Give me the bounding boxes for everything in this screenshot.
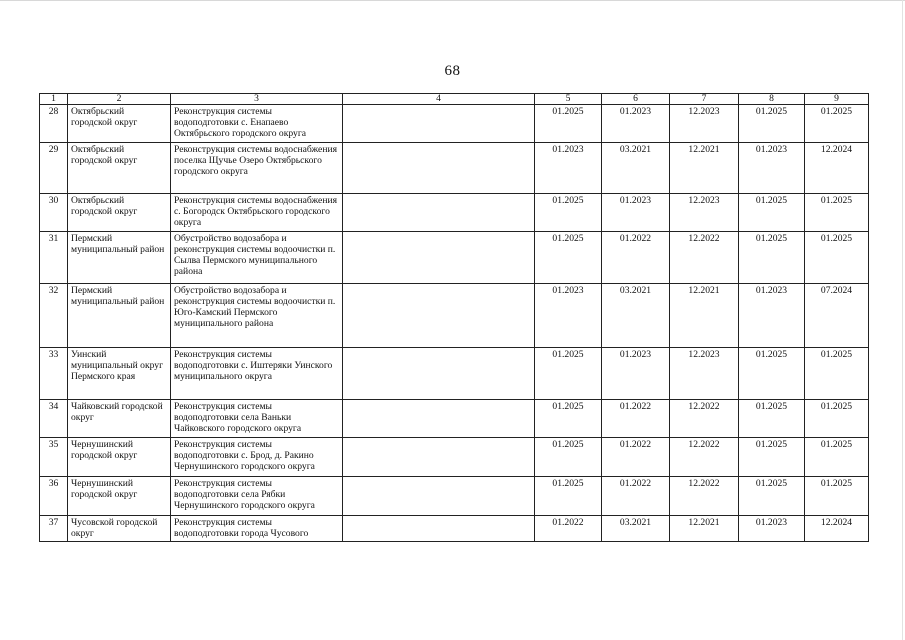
column-9-date-cell: 01.2025 <box>805 194 869 232</box>
column-9-date-cell: 01.2025 <box>805 400 869 438</box>
project-name-cell: Реконструкция системы водоподготовки города Чусового <box>171 516 343 542</box>
scan-top-edge <box>0 0 905 1</box>
column-6-date-cell: 01.2022 <box>602 438 670 477</box>
column-4-cell <box>343 194 535 232</box>
project-name-cell: Обустройство водозабора и реконструкция системы водоочистки п. Сылва Пермского муниципального района <box>171 232 343 284</box>
row-number-cell: 36 <box>40 477 68 516</box>
municipality-cell: Октябрьский городской округ <box>68 105 171 143</box>
header-row <box>40 94 869 105</box>
table-row <box>40 284 869 348</box>
column-9-date-cell: 12.2024 <box>805 143 869 194</box>
row-number-cell: 37 <box>40 516 68 542</box>
municipality-cell: Пермский муниципальный район <box>68 284 171 348</box>
project-name-cell: Обустройство водозабора и реконструкция системы водоочистки п. Юго-Камский Пермского муниципального района <box>171 284 343 348</box>
municipality-cell: Чернушинский городской округ <box>68 477 171 516</box>
column-8-date-cell: 01.2023 <box>739 143 805 194</box>
project-name-cell: Реконструкция системы водоподготовки с. Енапаево Октябрьского городского округа <box>171 105 343 143</box>
row-number-cell: 31 <box>40 232 68 284</box>
municipality-cell: Чайковский городской округ <box>68 400 171 438</box>
column-6-date-cell: 01.2022 <box>602 400 670 438</box>
column-7-date-cell: 12.2021 <box>670 284 739 348</box>
column-5-date-cell: 01.2022 <box>535 516 602 542</box>
column-header-7: 7 <box>670 94 739 105</box>
project-name-cell: Реконструкция системы водоподготовки села Ваньки Чайковского городского округа <box>171 400 343 438</box>
row-number-cell: 30 <box>40 194 68 232</box>
column-9-date-cell: 01.2025 <box>805 438 869 477</box>
column-8-date-cell: 01.2025 <box>739 400 805 438</box>
table-row <box>40 477 869 516</box>
table-row <box>40 232 869 284</box>
column-6-date-cell: 03.2021 <box>602 284 670 348</box>
column-9-date-cell: 01.2025 <box>805 477 869 516</box>
column-9-date-cell: 07.2024 <box>805 284 869 348</box>
row-number-cell: 28 <box>40 105 68 143</box>
column-4-cell <box>343 400 535 438</box>
column-5-date-cell: 01.2023 <box>535 143 602 194</box>
column-7-date-cell: 12.2022 <box>670 400 739 438</box>
column-5-date-cell: 01.2025 <box>535 232 602 284</box>
table-row <box>40 194 869 232</box>
project-name-cell: Реконструкция системы водоподготовки с. Иштеряки Уинского муниципального округа <box>171 348 343 400</box>
table-row <box>40 105 869 143</box>
column-4-cell <box>343 284 535 348</box>
table-row <box>40 438 869 477</box>
column-header-6: 6 <box>602 94 670 105</box>
project-name-cell: Реконструкция системы водоснабжения с. Богородск Октябрьского городского округа <box>171 194 343 232</box>
column-9-date-cell: 01.2025 <box>805 232 869 284</box>
column-7-date-cell: 12.2022 <box>670 232 739 284</box>
column-5-date-cell: 01.2025 <box>535 105 602 143</box>
column-8-date-cell: 01.2025 <box>739 348 805 400</box>
column-6-date-cell: 03.2021 <box>602 143 670 194</box>
column-header-5: 5 <box>535 94 602 105</box>
column-header-1: 1 <box>40 94 68 105</box>
column-header-8: 8 <box>739 94 805 105</box>
column-4-cell <box>343 143 535 194</box>
column-7-date-cell: 12.2021 <box>670 516 739 542</box>
municipality-cell: Октябрьский городской округ <box>68 143 171 194</box>
column-header-9: 9 <box>805 94 869 105</box>
column-7-date-cell: 12.2023 <box>670 105 739 143</box>
row-number-cell: 33 <box>40 348 68 400</box>
project-table <box>39 93 869 542</box>
project-name-cell: Реконструкция системы водоподготовки с. Брод, д. Ракино Чернушинского городского округа <box>171 438 343 477</box>
column-8-date-cell: 01.2025 <box>739 105 805 143</box>
column-6-date-cell: 01.2022 <box>602 477 670 516</box>
page-number: 68 <box>444 63 461 79</box>
column-8-date-cell: 01.2025 <box>739 232 805 284</box>
column-6-date-cell: 01.2023 <box>602 105 670 143</box>
column-5-date-cell: 01.2025 <box>535 438 602 477</box>
column-header-3: 3 <box>171 94 343 105</box>
column-4-cell <box>343 105 535 143</box>
column-header-2: 2 <box>68 94 171 105</box>
column-7-date-cell: 12.2023 <box>670 194 739 232</box>
column-4-cell <box>343 516 535 542</box>
column-5-date-cell: 01.2025 <box>535 194 602 232</box>
table-header <box>40 94 869 105</box>
table-body <box>40 105 869 542</box>
table-row <box>40 348 869 400</box>
scan-right-edge <box>902 0 903 640</box>
column-8-date-cell: 01.2025 <box>739 477 805 516</box>
column-6-date-cell: 01.2022 <box>602 232 670 284</box>
column-8-date-cell: 01.2023 <box>739 284 805 348</box>
column-8-date-cell: 01.2025 <box>739 438 805 477</box>
column-4-cell <box>343 232 535 284</box>
project-name-cell: Реконструкция системы водоподготовки села Рябки Чернушинского городского округа <box>171 477 343 516</box>
column-5-date-cell: 01.2023 <box>535 284 602 348</box>
project-name-cell: Реконструкция системы водоснабжения поселка Щучье Озеро Октябрьского городского округа <box>171 143 343 194</box>
column-9-date-cell: 01.2025 <box>805 348 869 400</box>
municipality-cell: Чусовской городской округ <box>68 516 171 542</box>
column-6-date-cell: 01.2023 <box>602 194 670 232</box>
municipality-cell: Октябрьский городской округ <box>68 194 171 232</box>
row-number-cell: 34 <box>40 400 68 438</box>
column-6-date-cell: 01.2023 <box>602 348 670 400</box>
column-7-date-cell: 12.2022 <box>670 438 739 477</box>
column-header-4: 4 <box>343 94 535 105</box>
column-7-date-cell: 12.2021 <box>670 143 739 194</box>
column-5-date-cell: 01.2025 <box>535 400 602 438</box>
row-number-cell: 32 <box>40 284 68 348</box>
column-9-date-cell: 01.2025 <box>805 105 869 143</box>
column-5-date-cell: 01.2025 <box>535 348 602 400</box>
municipality-cell: Уинский муниципальный округ Пермского края <box>68 348 171 400</box>
table-row <box>40 143 869 194</box>
table-row <box>40 516 869 542</box>
column-5-date-cell: 01.2025 <box>535 477 602 516</box>
column-7-date-cell: 12.2022 <box>670 477 739 516</box>
column-8-date-cell: 01.2025 <box>739 194 805 232</box>
table-row <box>40 400 869 438</box>
column-4-cell <box>343 348 535 400</box>
column-6-date-cell: 03.2021 <box>602 516 670 542</box>
column-8-date-cell: 01.2023 <box>739 516 805 542</box>
column-4-cell <box>343 477 535 516</box>
row-number-cell: 35 <box>40 438 68 477</box>
municipality-cell: Пермский муниципальный район <box>68 232 171 284</box>
municipality-cell: Чернушинский городской округ <box>68 438 171 477</box>
column-7-date-cell: 12.2023 <box>670 348 739 400</box>
column-9-date-cell: 12.2024 <box>805 516 869 542</box>
column-4-cell <box>343 438 535 477</box>
row-number-cell: 29 <box>40 143 68 194</box>
